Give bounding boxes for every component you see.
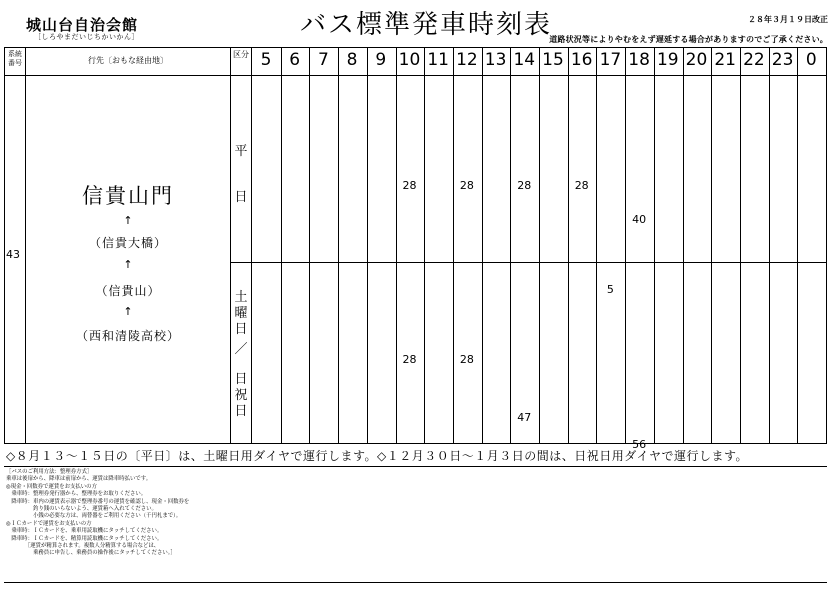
hour-divider bbox=[309, 47, 310, 444]
departure-minute: 56 bbox=[632, 437, 647, 451]
kubun-char: 平 bbox=[234, 144, 248, 159]
hour-header-20: 20 bbox=[685, 50, 708, 70]
hour-divider bbox=[510, 47, 511, 444]
departure-minute: 28 bbox=[517, 179, 532, 193]
stop-name-reading: ［しろやまだいじちかいかん］ bbox=[34, 33, 139, 41]
header-system-number: 系統番号 bbox=[8, 50, 22, 67]
kubun-char: 日 bbox=[234, 404, 248, 419]
hour-header-16: 16 bbox=[570, 50, 593, 70]
hour-divider bbox=[711, 47, 712, 444]
hour-divider bbox=[338, 47, 339, 444]
via-stop-1: （信貴大橋） bbox=[88, 236, 167, 250]
hour-divider bbox=[539, 47, 540, 444]
kubun-char: ／ bbox=[234, 342, 248, 357]
hour-header-0: 0 bbox=[805, 50, 817, 70]
hour-divider bbox=[625, 47, 626, 444]
stop-name: 城山台自治会館 bbox=[26, 16, 139, 34]
hour-divider bbox=[596, 47, 597, 444]
hour-header-8: 8 bbox=[346, 50, 358, 70]
hour-divider bbox=[281, 47, 282, 444]
hour-divider bbox=[424, 47, 425, 444]
kubun-char: 日 bbox=[234, 372, 248, 387]
hour-divider bbox=[482, 47, 483, 444]
page-title: バス標準発車時刻表 bbox=[300, 10, 553, 40]
hour-divider bbox=[654, 47, 655, 444]
weekday-holiday-divider bbox=[230, 262, 827, 263]
hour-header-6: 6 bbox=[289, 50, 301, 70]
arrow-icon: ↑ bbox=[123, 214, 133, 227]
hour-divider bbox=[367, 47, 368, 444]
kubun-char: 土 bbox=[234, 290, 248, 305]
departure-minute: 28 bbox=[459, 352, 474, 366]
departure-minute: 5 bbox=[606, 283, 614, 297]
hour-header-22: 22 bbox=[743, 50, 765, 70]
kubun-char: 祝 bbox=[234, 388, 248, 403]
bottom-divider bbox=[4, 582, 827, 583]
hour-divider bbox=[740, 47, 741, 444]
hour-divider bbox=[769, 47, 770, 444]
hour-header-11: 11 bbox=[427, 50, 449, 70]
delay-note: 道路状況等によりやむをえず遅延する場合がありますのでご了承ください。 bbox=[549, 35, 828, 44]
hour-divider bbox=[396, 47, 397, 444]
via-stop-2: （信貴山） bbox=[95, 284, 161, 298]
hour-header-17: 17 bbox=[599, 50, 622, 70]
departure-minute: 28 bbox=[459, 179, 474, 193]
header-destination: 行先〔おもな経由地〕 bbox=[88, 56, 168, 65]
arrow-icon: ↑ bbox=[123, 258, 133, 271]
hour-header-19: 19 bbox=[656, 50, 679, 70]
kubun-char: 曜 bbox=[234, 306, 248, 321]
hour-header-9: 9 bbox=[375, 50, 387, 70]
operation-notice: ◇８月１３～１５日の〔平日〕は、土曜日用ダイヤで運行します。◇１２月３０日～１月３日の間は、日祝日用ダイヤで運行します。 bbox=[6, 449, 749, 463]
hour-header-12: 12 bbox=[456, 50, 478, 70]
hour-header-21: 21 bbox=[714, 50, 736, 70]
hour-divider bbox=[797, 47, 798, 444]
usage-guide: ［バスのご利用方法：整理券方式］ 乗車は後扉から、降車は前扉から、運賃は降車時払いです。 ◎現金・回数券で運賃をお支払いの方 乗車時：整理券発行器から、整理券をお取りください。 降車時：車内の運賃表示器で整理券番号の運賃を確認し、現金・回数券を 釣り銭のいらないよう、運賃箱へ入れてください。 小銭の必要な方は、両替器をご利用ください（千円札まで）。 ◎ＩＣカードで運賃をお支払いの方 乗車時：ＩＣカードを、乗車用読取機にタッチしてください。 降車時：ＩＣカードを、精算用読取機にタッチしてください。 ［運賃が精算されます。複数人分精算する場合などは、 乗務員に申告し、乗務員の操作後にタッチしてください。］ bbox=[6, 469, 190, 557]
departure-minute: 47 bbox=[517, 410, 532, 424]
revision-date: ２８年３月１９日改正 bbox=[748, 15, 828, 24]
hour-header-10: 10 bbox=[398, 50, 421, 70]
hour-header-7: 7 bbox=[317, 50, 329, 70]
hour-divider bbox=[568, 47, 569, 444]
departure-minute: 28 bbox=[402, 352, 417, 366]
kubun-char: 日 bbox=[234, 190, 248, 205]
departure-minute: 40 bbox=[632, 213, 647, 227]
header-kubun: 区分 bbox=[233, 50, 249, 59]
hour-divider bbox=[683, 47, 684, 444]
hour-header-13: 13 bbox=[484, 50, 507, 70]
departure-minute: 28 bbox=[574, 179, 589, 193]
hour-header-18: 18 bbox=[628, 50, 650, 70]
arrow-icon: ↑ bbox=[123, 305, 133, 318]
hour-header-14: 14 bbox=[513, 50, 536, 70]
divider-kubun bbox=[251, 47, 252, 444]
via-stop-3: （西和清陵高校） bbox=[75, 329, 180, 343]
hour-header-23: 23 bbox=[771, 50, 794, 70]
route-number: 43 bbox=[6, 248, 20, 261]
hour-header-5: 5 bbox=[260, 50, 272, 70]
hour-divider bbox=[453, 47, 454, 444]
hour-header-15: 15 bbox=[542, 50, 564, 70]
destination-name: 信貴山門 bbox=[82, 184, 174, 208]
kubun-char: 日 bbox=[234, 322, 248, 337]
guide-divider bbox=[4, 466, 827, 467]
departure-minute: 28 bbox=[402, 179, 417, 193]
